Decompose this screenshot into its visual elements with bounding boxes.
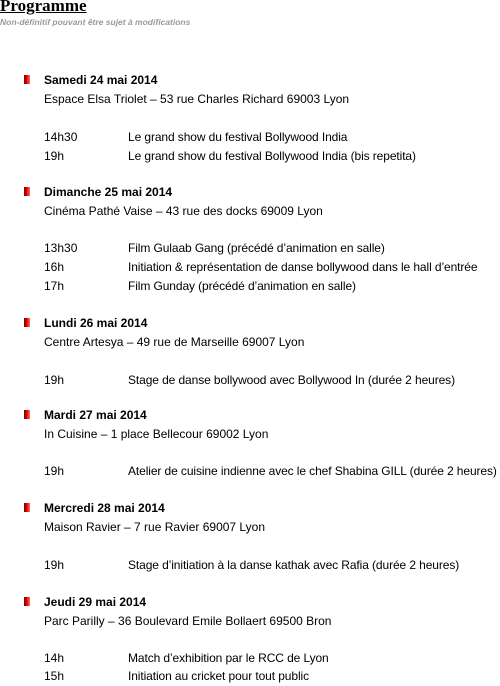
event-description: Film Gulaab Gang (précédé d’animation en salle)	[128, 241, 385, 255]
event-description: Initiation au cricket pour tout public	[128, 669, 309, 683]
event-description: Stage de danse bollywood avec Bollywood In (durée 2 heures)	[128, 373, 455, 387]
event-row	[0, 278, 500, 296]
day-header	[0, 407, 500, 425]
red-bullet-icon	[24, 318, 30, 327]
event-description: Stage d’initiation à la danse kathak avec Rafia (durée 2 heures)	[128, 558, 460, 572]
red-bullet-icon	[24, 597, 30, 606]
day-venue: Parc Parilly – 36 Boulevard Emile Bollaert 69500 Bron	[44, 614, 332, 628]
red-bullet-icon	[24, 187, 30, 196]
event-time: 14h	[44, 651, 65, 665]
red-bullet-icon	[24, 410, 30, 419]
event-description: Match d’exhibition par le RCC de Lyon	[128, 651, 329, 665]
event-time: 19h	[44, 464, 65, 478]
red-bullet-icon	[24, 503, 30, 512]
event-description: Le grand show du festival Bollywood India	[128, 130, 348, 144]
day-venue: Cinéma Pathé Vaise – 43 rue des docks 69009 Lyon	[44, 204, 323, 218]
event-description: Atelier de cuisine indienne avec le chef Shabina GILL (durée 2 heures)	[128, 464, 497, 478]
day-title: Mercredi 28 mai 2014	[44, 501, 165, 515]
event-description: Le grand show du festival Bollywood India (bis repetita)	[128, 149, 416, 163]
page-subtitle: Non-définitif pouvant être sujet à modifications	[0, 17, 191, 27]
day-title: Samedi 24 mai 2014	[44, 73, 158, 87]
red-bullet-icon	[24, 75, 30, 84]
event-time: 15h	[44, 669, 65, 683]
day-venue: Centre Artesya – 49 rue de Marseille 69007 Lyon	[44, 335, 305, 349]
day-title: Lundi 26 mai 2014	[44, 316, 148, 330]
day-title: Jeudi 29 mai 2014	[44, 595, 147, 609]
day-header	[0, 315, 500, 333]
day-venue: In Cuisine – 1 place Bellecour 69002 Lyon	[44, 427, 269, 441]
day-header	[0, 594, 500, 612]
day-venue: Maison Ravier – 7 rue Ravier 69007 Lyon	[44, 520, 266, 534]
day-title: Mardi 27 mai 2014	[44, 408, 147, 422]
event-row	[0, 668, 500, 686]
day-header	[0, 184, 500, 202]
event-time: 14h30	[44, 130, 78, 144]
event-description: Initiation & représentation de danse bollywood dans le hall d’entrée	[128, 260, 478, 274]
event-time: 19h	[44, 149, 65, 163]
event-time: 16h	[44, 260, 65, 274]
event-row	[0, 259, 500, 277]
event-row	[0, 129, 500, 147]
day-header	[0, 72, 500, 90]
event-row	[0, 650, 500, 668]
event-row	[0, 240, 500, 258]
event-time: 13h30	[44, 241, 78, 255]
event-time: 19h	[44, 558, 65, 572]
event-row	[0, 148, 500, 166]
event-row	[0, 372, 500, 390]
day-title: Dimanche 25 mai 2014	[44, 185, 173, 199]
event-description: Film Gunday (précédé d’animation en salle)	[128, 279, 356, 293]
event-row	[0, 557, 500, 575]
event-time: 17h	[44, 279, 65, 293]
event-row	[0, 463, 500, 481]
day-header	[0, 500, 500, 518]
page-title: Programme	[0, 0, 87, 15]
day-venue: Espace Elsa Triolet – 53 rue Charles Richard 69003 Lyon	[44, 92, 350, 106]
event-time: 19h	[44, 373, 65, 387]
